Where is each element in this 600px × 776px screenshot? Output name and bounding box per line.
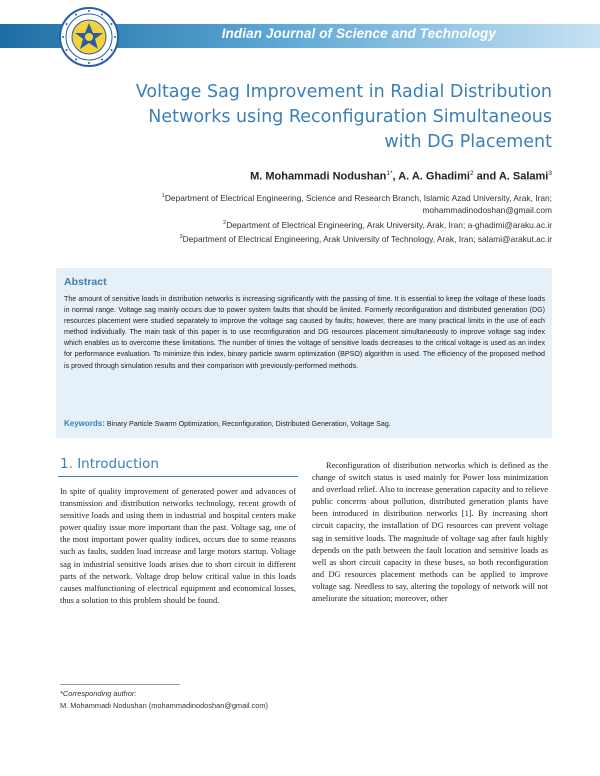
author-mark: 1*	[386, 170, 393, 177]
author-name: A. A. Ghadimi	[398, 170, 470, 183]
author-name: A. Salami	[498, 170, 549, 183]
abstract-text: The amount of sensitive loads in distribution networks is increasing significantly with the passing of time. It is essential to keep the voltage of these loads in normal range. Voltage sag mainly occurs due to power system faults that should be limited. Formerly reconfiguration and distributed generation (DG) resources placement were studied separately to improve the voltage sag caused by faults; however, there are many practical limits in the use of each method individually. The main task of this paper is to use reconfiguration and DG resources placement simultaneously to improve voltage sag index which enables us to overcome these limitations. The number of times the voltage of sensitive loads decreases to the critical voltage is used as an index for performance evaluation. To minimize this index, binary particle swarm optimization (BPSO) algorithm is used. The efficiency of the proposed method is proved through simulation results and their comparison with previously-performed methods.	[64, 295, 545, 370]
affiliation-email[interactable]: mohammadinodoshan@gmail.com	[422, 205, 552, 216]
author-mark: 2	[469, 170, 474, 177]
keywords	[64, 418, 545, 430]
author-mark: 3	[548, 170, 552, 177]
affiliation: $^3$Department of Electrical Engineering, Arak University of Technology, Arak, Iran; salami@arakut.ac.ir	[179, 233, 552, 244]
footnote-text: M. Mohammadi Nodushan (mohammadinodoshan@gmail.com)	[60, 701, 268, 710]
keywords-text: Binary Particle Swarm Optimization, Reconfiguration, Distributed Generation, Voltage Sag.	[106, 420, 391, 428]
affiliations	[162, 190, 552, 245]
section-rule	[58, 476, 298, 477]
section-title: Introduction	[77, 456, 159, 472]
affiliation: $^1$Department of Electrical Engineering, Science and Research Branch, Islamic Azad University, Arak, Iran;	[161, 192, 552, 203]
footnote-rule	[60, 684, 180, 685]
author-list: M. Mohammadi Nodushan$^{1*}$, A. A. Ghadimi$^2$ and A. Salami$^3$	[250, 170, 552, 183]
title-line: Voltage Sag Improvement in Radial Distribution	[135, 82, 552, 102]
title-line: with DG Placement	[384, 132, 552, 152]
body-column-right	[312, 460, 548, 605]
author-conjunction: and	[476, 170, 497, 183]
paper-title	[72, 80, 552, 155]
paragraph: Reconfiguration of distribution networks which is defined as the change of switch status is used mainly for Power loss minimization and overload relief. Also to increase generation capacity and to relieve public concerns about pollution, distributed generation plants have been introduced in distribution networks [1]. By increasing short circuit capacity, the installation of DG resources can prevent voltage sag in sensitive loads. The magnitude of voltage sag after fault highly depends on the path between the fault location and sensitive loads as well as short circuit capacity in these buses, so both reconfiguration and DG resources placement methods can be applied to improve voltage sag. Needless to say, altering the topology of network will not ameliorate the situation; moreover, other	[312, 461, 548, 604]
paragraph: In spite of quality improvement of generated power and advances of transmission and distribution networks technology, recent growth of sensitive loads and using them in industrial and hospital centers make power quality issue more important than the past. Voltage sag, one of the most important power quality indices, occurs due to some reasons such as faults, sudden load increase and large motors startup. Voltage sag in industrial sensitive loads arises due to short circuit in different parts of the network. Voltage drop below critical value in this loads causes malfunctioning of electrical equipment and economical losses, thus a solution to this problem should be found.	[60, 487, 296, 605]
keywords-label: Keywords:	[64, 419, 105, 428]
footnote-label: *Corresponding author:	[60, 689, 137, 698]
affiliation: $^2$Department of Electrical Engineering, Arak University, Arak, Iran; a-ghadimi@araku.ac.ir	[223, 219, 552, 230]
body-column-left	[60, 486, 296, 607]
section-number: 1.	[60, 456, 73, 472]
journal-name: Indian Journal of Science and Technology	[221, 26, 496, 41]
section-heading	[60, 456, 159, 472]
journal-seal-logo-icon	[58, 6, 120, 68]
abstract-heading: Abstract	[64, 276, 107, 288]
title-line: Networks using Reconfiguration Simultaneous	[148, 107, 552, 127]
author-name: M. Mohammadi Nodushan	[250, 170, 387, 183]
